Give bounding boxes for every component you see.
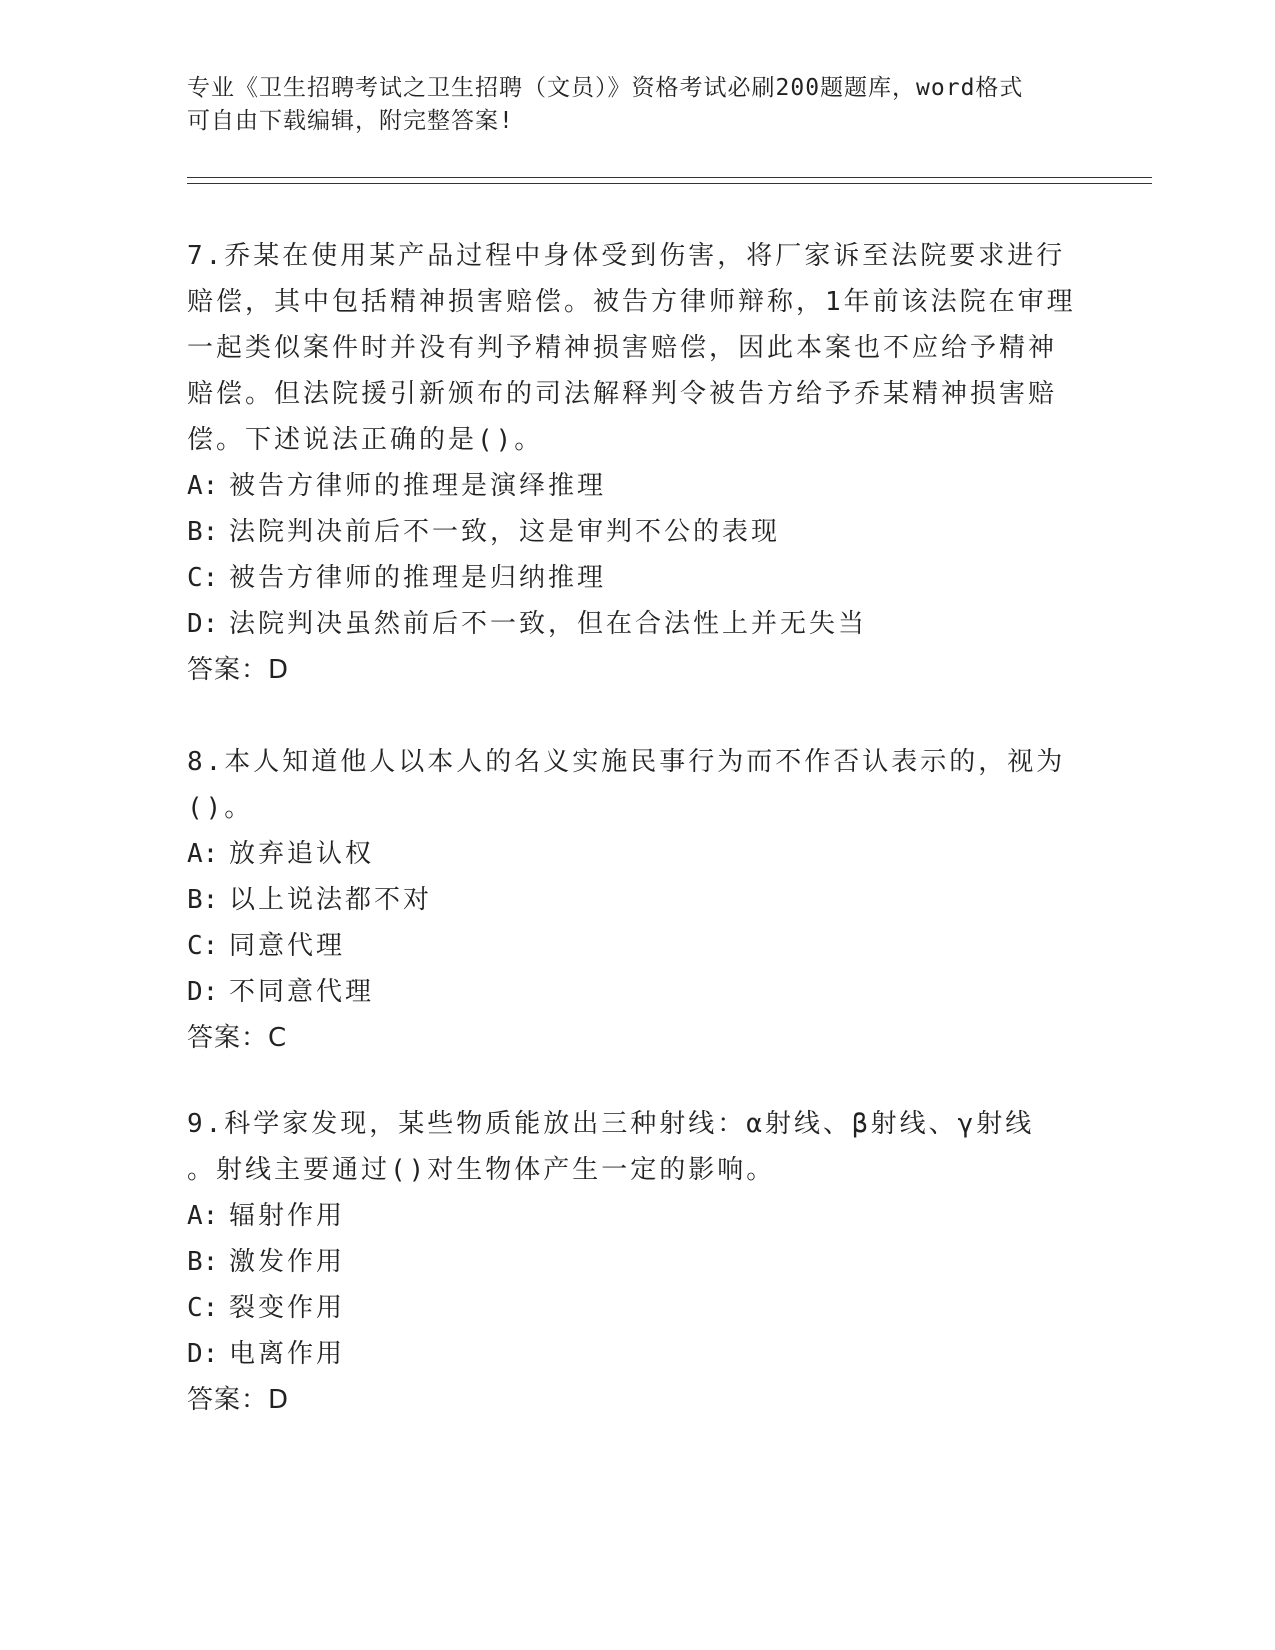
option-text: 同意代理 [229,931,346,961]
option-letter: B: [187,1247,219,1277]
option-text: 激发作用 [229,1247,346,1277]
question-stem-line: 7.乔某在使用某产品过程中身体受到伤害，将厂家诉至法院要求进行 [187,241,1066,271]
option-d [187,601,1087,647]
question-9 [187,1101,1087,1423]
option-b [187,877,1087,923]
question-8 [187,739,1087,1061]
option-a [187,1193,1087,1239]
question-stem-line: 一起类似案件时并没有判予精神损害赔偿，因此本案也不应给予精神 [187,333,1058,363]
question-stem-line: 。射线主要通过()对生物体产生一定的影响。 [187,1155,776,1185]
option-letter: A: [187,471,219,501]
question-stem-line: 9.科学家发现，某些物质能放出三种射线：α射线、β射线、γ射线 [187,1109,1035,1139]
option-b [187,509,1087,555]
option-text: 法院判决虽然前后不一致，但在合法性上并无失当 [229,609,868,639]
header-divider-bottom [187,183,1152,184]
option-d [187,969,1087,1015]
option-text: 以上说法都不对 [229,885,433,915]
question-stem-line: 赔偿。但法院援引新颁布的司法解释判令被告方给予乔某精神损害赔 [187,379,1058,409]
option-letter: D: [187,977,219,1007]
page-header [187,72,1067,138]
header-divider-top [187,177,1152,178]
option-letter: A: [187,839,219,869]
option-text: 被告方律师的推理是归纳推理 [229,563,607,593]
option-letter: D: [187,1339,219,1369]
option-text: 裂变作用 [229,1293,346,1323]
question-stem-line: ()。 [187,793,254,823]
option-c [187,923,1087,969]
question-7 [187,233,1087,693]
option-c [187,1285,1087,1331]
question-stem-line: 赔偿，其中包括精神损害赔偿。被告方律师辩称，1年前该法院在审理 [187,287,1076,317]
answer-label: 答案：C [187,1023,288,1053]
option-a [187,463,1087,509]
option-c [187,555,1087,601]
answer-label: 答案：D [187,1385,290,1415]
option-d [187,1331,1087,1377]
option-b [187,1239,1087,1285]
question-stem-line: 偿。下述说法正确的是()。 [187,425,544,455]
option-text: 被告方律师的推理是演绎推理 [229,471,607,501]
header-line-2: 可自由下载编辑，附完整答案! [187,108,514,134]
option-text: 辐射作用 [229,1201,346,1231]
header-line-1: 专业《卫生招聘考试之卫生招聘（文员）》资格考试必刷200题题库，word格式 [187,75,1024,101]
option-letter: C: [187,563,219,593]
option-text: 法院判决前后不一致，这是审判不公的表现 [229,517,781,547]
option-letter: B: [187,885,219,915]
option-letter: B: [187,517,219,547]
answer-label: 答案：D [187,655,290,685]
option-letter: C: [187,1293,219,1323]
option-letter: C: [187,931,219,961]
option-text: 电离作用 [229,1339,346,1369]
question-stem-line: 8.本人知道他人以本人的名义实施民事行为而不作否认表示的，视为 [187,747,1066,777]
option-letter: A: [187,1201,219,1231]
option-letter: D: [187,609,219,639]
option-text: 不同意代理 [229,977,375,1007]
option-text: 放弃追认权 [229,839,375,869]
option-a [187,831,1087,877]
